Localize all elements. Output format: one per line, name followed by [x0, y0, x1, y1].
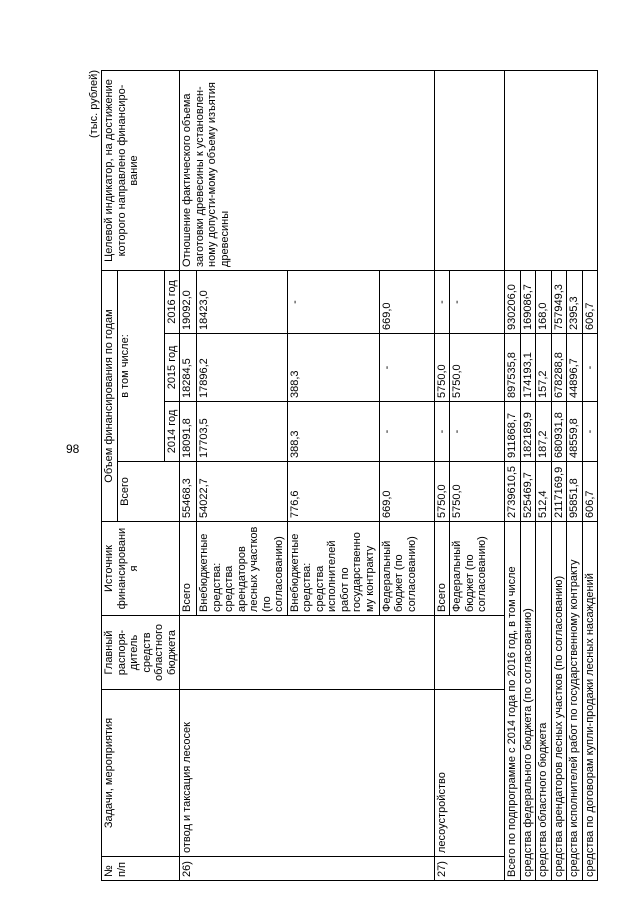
rotated-page-content — [89, 63, 609, 881]
y2015-cell: 5750,0 — [434, 334, 450, 402]
total-cell: 776,6 — [287, 462, 379, 522]
total-cell: 5750,0 — [434, 462, 450, 522]
y2014-cell: 388,3 — [287, 402, 379, 462]
summary-label: средства федерального бюджета (по согласованию) — [520, 522, 536, 881]
row-task: отвод и таксация лесосек — [180, 690, 435, 857]
y2014-cell: - — [379, 402, 434, 462]
y2016-cell: 606,7 — [582, 270, 598, 333]
total-cell: 669,0 — [379, 462, 434, 522]
total-cell: 525469,7 — [520, 462, 536, 522]
source-cell: Всего — [180, 522, 197, 616]
y2014-cell: 17703,5 — [197, 402, 288, 462]
total-cell: 54022,7 — [197, 462, 288, 522]
y2014-cell: 911868,7 — [505, 402, 521, 462]
y2016-cell: - — [287, 270, 379, 333]
header-volume: Объем финансирования по годам — [102, 270, 118, 521]
y2016-cell: 930206,0 — [505, 270, 521, 333]
y2016-cell: 2395,3 — [567, 270, 583, 333]
source-cell: Федеральный бюджет (по согласованию) — [379, 522, 434, 616]
financing-table — [101, 70, 598, 881]
summary-row — [505, 70, 521, 880]
y2015-cell: - — [582, 334, 598, 402]
source-cell: Внебюджетные средства: средства арендаторов лесных участков (по согласованию) — [197, 522, 288, 616]
header-2015: 2015 год — [164, 334, 180, 402]
y2014-cell: 182189,9 — [520, 402, 536, 462]
header-manager: Главный распоря-дитель средств областного бюджета — [102, 616, 180, 690]
row-num: 26) — [180, 857, 435, 881]
source-cell: Всего — [434, 522, 450, 616]
y2015-cell: 897535,8 — [505, 334, 521, 402]
y2014-cell: 48559,8 — [567, 402, 583, 462]
total-cell: 512,4 — [536, 462, 552, 522]
header-2016: 2016 год — [164, 270, 180, 333]
y2015-cell: 44896,7 — [567, 334, 583, 402]
y2014-cell: 18091,8 — [180, 402, 197, 462]
header-source: Источник финансирования — [102, 522, 180, 616]
header-task: Задачи, мероприятия — [102, 690, 180, 857]
y2015-cell: 678288,8 — [551, 334, 567, 402]
y2014-cell: 680931,8 — [551, 402, 567, 462]
y2016-cell: 168,0 — [536, 270, 552, 333]
header-total: Всего — [117, 462, 180, 522]
y2015-cell: 5750,0 — [450, 334, 505, 402]
source-cell: Внебюджетные средства: средства исполнителей работ по государственному контракту — [287, 522, 379, 616]
y2016-cell: 169086,7 — [520, 270, 536, 333]
total-cell: 2117169,9 — [551, 462, 567, 522]
page-number: 98 — [66, 442, 80, 456]
header-indicator: Целевой индикатор, на достижение которого направлено финансиро-вание — [102, 70, 180, 270]
row-num: 27) — [434, 857, 505, 881]
total-cell: 95851,8 — [567, 462, 583, 522]
total-cell: 5750,0 — [450, 462, 505, 522]
summary-label: средства по договорам купли-продажи лесных насаждений — [582, 522, 598, 881]
y2014-cell: - — [434, 402, 450, 462]
summary-label: средства областного бюджета — [536, 522, 552, 881]
row-task: лесоустройство — [434, 690, 505, 857]
unit-note: (тыс. рублей) — [88, 70, 100, 138]
y2015-cell: - — [379, 334, 434, 402]
y2016-cell: 19092,0 — [180, 270, 197, 333]
header-incl: в том числе: — [117, 270, 164, 461]
header-row-1 — [102, 70, 118, 880]
header-num: № п/п — [102, 857, 180, 881]
summary-label: средства арендаторов лесных участков (по согласованию) — [551, 522, 567, 881]
y2016-cell: 757949,3 — [551, 270, 567, 333]
y2015-cell: 17896,2 — [197, 334, 288, 402]
y2014-cell: 187,2 — [536, 402, 552, 462]
y2015-cell: 388,3 — [287, 334, 379, 402]
table-row — [434, 70, 450, 880]
table-row — [180, 70, 197, 880]
y2016-cell: - — [434, 270, 450, 333]
summary-label: средства исполнителей работ по государственному контракту — [567, 522, 583, 881]
header-2014: 2014 год — [164, 402, 180, 462]
source-cell: Федеральный бюджет (по согласованию) — [450, 522, 505, 616]
total-cell: 2739610,5 — [505, 462, 521, 522]
summary-label: Всего по подпрограмме с 2014 года по 2016 год, в том числе — [505, 522, 521, 881]
total-cell: 606,7 — [582, 462, 598, 522]
y2016-cell: - — [450, 270, 505, 333]
y2014-cell: - — [450, 402, 505, 462]
indicator-cell: Отношение фактического объема заготовки древесины к установлен-ному допусти-мому объему изъятия древесины — [180, 70, 435, 270]
y2016-cell: 18423,0 — [197, 270, 288, 333]
y2016-cell: 669,0 — [379, 270, 434, 333]
y2015-cell: 157,2 — [536, 334, 552, 402]
y2015-cell: 174193,1 — [520, 334, 536, 402]
y2015-cell: 18284,5 — [180, 334, 197, 402]
total-cell: 55468,3 — [180, 462, 197, 522]
y2014-cell: - — [582, 402, 598, 462]
